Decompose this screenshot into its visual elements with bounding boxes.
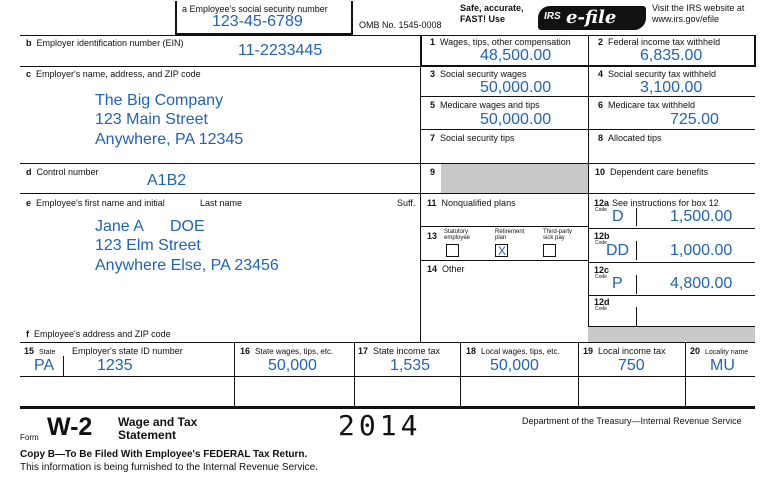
box-f-label: f Employee's address and ZIP code	[26, 329, 171, 339]
state-tax: 1,535	[390, 357, 431, 374]
box12b-code: DD	[606, 242, 630, 259]
grid-line	[20, 66, 420, 67]
state-code: PA	[34, 357, 55, 374]
state-wages: 50,000	[268, 357, 317, 374]
box9-shade	[441, 164, 588, 193]
box6-medicare-tax: 725.00	[670, 111, 719, 128]
omb-number: OMB No. 1545-0008	[359, 20, 442, 30]
grid-line	[588, 228, 755, 229]
efile-logo	[538, 6, 646, 30]
retirement-plan-label: Retirement plan	[495, 229, 525, 241]
employee-street: 123 Elm Street	[95, 237, 201, 254]
box9-label: 9	[430, 167, 436, 177]
form-title: Wage and Tax Statement	[118, 415, 198, 442]
box12a-code: D	[612, 208, 624, 225]
grid-line	[460, 342, 461, 406]
box12d-code-label: Code	[595, 306, 607, 312]
box12c-code: P	[612, 275, 623, 292]
box16-label: 16 State wages, tips, etc.	[240, 346, 334, 356]
grid-line	[588, 295, 755, 296]
copy-b-line: Copy B—To Be Filed With Employee's FEDERAL Tax Return.	[20, 449, 308, 460]
box15-id-label: Employer's state ID number	[72, 346, 183, 356]
box12b-divider	[636, 241, 637, 260]
box18-label: 18 Local wages, tips, etc.	[466, 346, 560, 356]
tax-year: 2014	[338, 409, 422, 442]
local-tax: 750	[618, 357, 645, 374]
grid-line	[578, 342, 579, 406]
box12a-label: 12a See instructions for box 12	[594, 198, 719, 208]
state-id: 1235	[97, 357, 133, 374]
employer-street: 123 Main Street	[95, 111, 208, 128]
box-d-label: d Control number	[26, 167, 99, 177]
box-e-label: e Employee's first name and initial	[26, 198, 165, 208]
local-wages: 50,000	[490, 357, 539, 374]
box3-label: 3 Social security wages	[430, 69, 527, 79]
employee-first-name: Jane A	[95, 218, 144, 235]
box12c-divider	[636, 275, 637, 294]
irs-website: Visit the IRS website at www.irs.gov/efile	[652, 3, 745, 24]
box15-label: 15 State	[24, 346, 56, 356]
grid-line	[588, 262, 755, 263]
grid-line	[20, 342, 755, 343]
irs-logo-text: IRS	[544, 11, 561, 22]
grid-line	[234, 342, 235, 406]
employee-city: Anywhere Else, PA 23456	[95, 257, 279, 274]
box12a-amount: 1,500.00	[670, 208, 733, 225]
box4-ss-tax: 3,100.00	[640, 79, 703, 96]
box10-label: 10 Dependent care benefits	[595, 167, 709, 177]
box8-label: 8 Allocated tips	[598, 133, 662, 143]
ssn-value: 123-45-6789	[212, 13, 303, 30]
grid-line	[685, 342, 686, 406]
grid-line	[20, 376, 755, 377]
employer-city: Anywhere, PA 12345	[95, 131, 244, 148]
box12b-amount: 1,000.00	[670, 242, 733, 259]
box-e-suff-label: Suff.	[397, 198, 416, 208]
box5-label: 5 Medicare wages and tips	[430, 100, 540, 110]
ein-value: 11-2233445	[238, 42, 323, 59]
box12d-label: 12d	[594, 297, 610, 307]
box2-label: 2 Federal income tax withheld	[598, 37, 721, 47]
box-e-lastname-label: Last name	[200, 198, 243, 208]
info-line: This information is being furnished to the Internal Revenue Service.	[20, 462, 318, 473]
employer-name: The Big Company	[95, 92, 224, 109]
box12c-label: 12c	[594, 265, 610, 275]
grid-line	[588, 35, 589, 342]
locality-name: MU	[710, 357, 735, 374]
box7-label: 7 Social security tips	[430, 133, 515, 143]
box2-federal-tax: 6,835.00	[640, 47, 703, 64]
box19-label: 19 Local income tax	[583, 346, 666, 356]
box-b-label: b Employer identification number (EIN)	[26, 38, 184, 48]
grid-line	[20, 193, 755, 194]
box14-label: 14 Other	[427, 264, 465, 274]
grid-line	[20, 163, 755, 164]
grid-line	[420, 35, 421, 342]
box1-label: 1 Wages, tips, other compensation	[430, 37, 571, 47]
box6-label: 6 Medicare tax withheld	[598, 100, 696, 110]
grid-line	[63, 356, 64, 376]
employee-last-name: DOE	[170, 218, 205, 235]
box20-label: 20 Locality name	[690, 346, 749, 356]
box12c-code-label: Code	[595, 274, 607, 280]
grid-line	[420, 260, 588, 261]
ssn-label: a Employee's social security number	[182, 4, 328, 14]
control-number: A1B2	[147, 172, 187, 189]
statutory-employee-label: Statutory employee	[444, 229, 471, 241]
box4-label: 4 Social security tax withheld	[598, 69, 717, 79]
box12a-code-label: Code	[595, 207, 607, 213]
third-party-label: Third-party sick pay	[543, 229, 573, 241]
box12d-divider	[636, 307, 637, 326]
box12-shade	[588, 327, 755, 342]
form-name: W-2	[47, 413, 93, 441]
form-word: Form	[20, 433, 39, 442]
box12b-code-label: Code	[595, 240, 607, 246]
treasury-dept: Department of the Treasury—Internal Revenue Service	[522, 416, 742, 426]
box11-label: 11 Nonqualified plans	[427, 198, 516, 208]
grid-line	[420, 226, 588, 227]
third-party-sick-pay-checkbox[interactable]	[543, 244, 556, 257]
box-c-label: c Employer's name, address, and ZIP code	[26, 69, 201, 79]
box12b-label: 12b	[594, 231, 610, 241]
safe-text: Safe, accurate, FAST! Use	[460, 3, 524, 24]
efile-logo-text: e-file	[566, 7, 617, 28]
box3-ss-wages: 50,000.00	[480, 79, 552, 96]
box5-medicare-wages: 50,000.00	[480, 111, 552, 128]
box1-wages: 48,500.00	[480, 47, 552, 64]
box13-label: 13	[427, 231, 438, 241]
box12a-divider	[636, 208, 637, 226]
retirement-plan-checkbox[interactable]: X	[495, 244, 508, 257]
box12c-amount: 4,800.00	[670, 275, 733, 292]
grid-line	[354, 342, 355, 406]
box17-label: 17 State income tax	[358, 346, 441, 356]
statutory-employee-checkbox[interactable]	[446, 244, 459, 257]
